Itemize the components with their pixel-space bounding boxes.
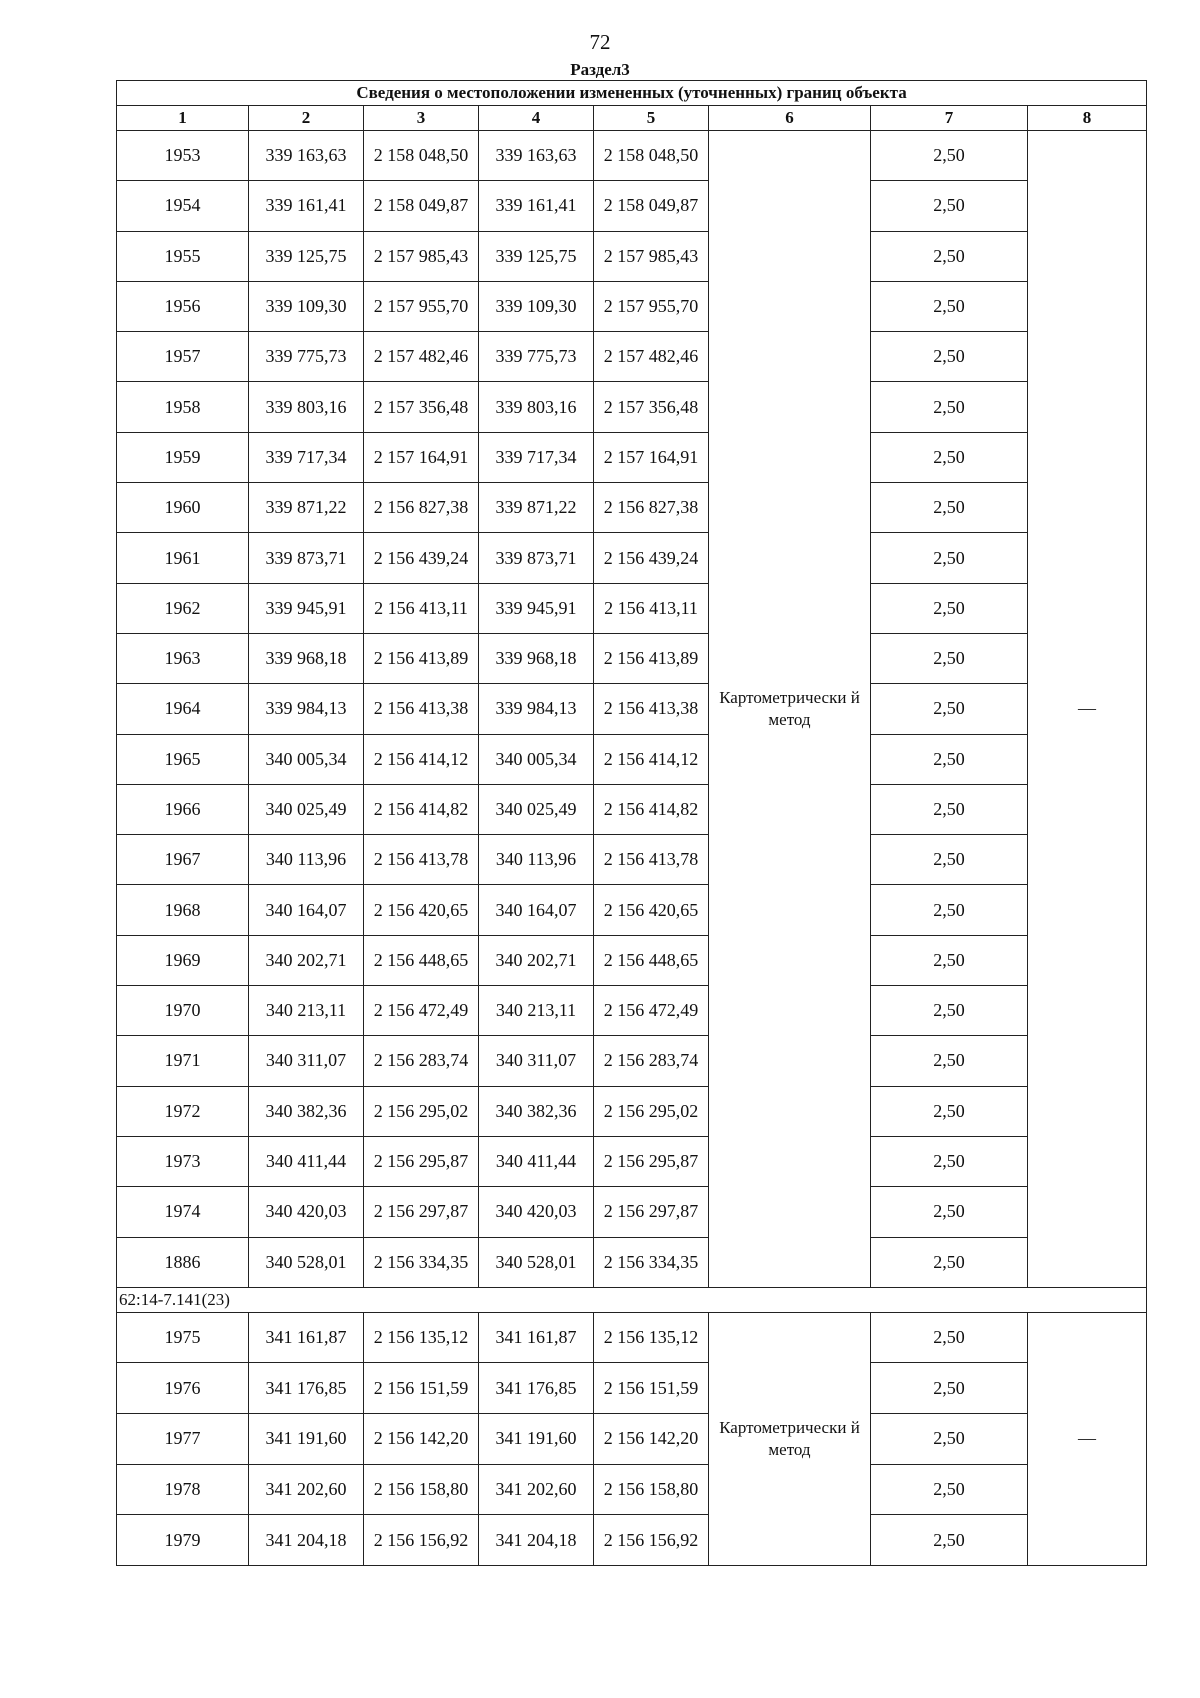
table-row <box>117 483 1147 533</box>
y-coordinate-cell: 2 156 448,65 <box>594 935 709 985</box>
accuracy-cell: 2,50 <box>871 684 1028 734</box>
y-coordinate-cell: 2 156 827,38 <box>594 483 709 533</box>
y-coordinate-cell: 2 156 413,38 <box>364 684 479 734</box>
column-header: 3 <box>364 106 479 131</box>
y-coordinate-cell: 2 156 413,89 <box>594 633 709 683</box>
table-row <box>117 332 1147 382</box>
point-number-cell: 1975 <box>117 1312 249 1363</box>
x-coordinate-cell: 340 005,34 <box>479 734 594 784</box>
y-coordinate-cell: 2 156 414,82 <box>594 784 709 834</box>
column-header: 1 <box>117 106 249 131</box>
x-coordinate-cell: 340 420,03 <box>479 1187 594 1237</box>
y-coordinate-cell: 2 157 356,48 <box>364 382 479 432</box>
accuracy-cell: 2,50 <box>871 1464 1028 1515</box>
x-coordinate-cell: 341 191,60 <box>479 1414 594 1465</box>
y-coordinate-cell: 2 156 156,92 <box>594 1515 709 1566</box>
table-row <box>117 1036 1147 1086</box>
y-coordinate-cell: 2 156 414,12 <box>594 734 709 784</box>
x-coordinate-cell: 341 202,60 <box>249 1464 364 1515</box>
accuracy-cell: 2,50 <box>871 1136 1028 1186</box>
x-coordinate-cell: 340 411,44 <box>479 1136 594 1186</box>
accuracy-cell: 2,50 <box>871 885 1028 935</box>
x-coordinate-cell: 339 945,91 <box>479 583 594 633</box>
table-row <box>117 734 1147 784</box>
column-header: 2 <box>249 106 364 131</box>
y-coordinate-cell: 2 156 420,65 <box>594 885 709 935</box>
accuracy-cell: 2,50 <box>871 1036 1028 1086</box>
point-number-cell: 1963 <box>117 633 249 683</box>
page-number: 72 <box>589 30 611 54</box>
x-coordinate-cell: 340 420,03 <box>249 1187 364 1237</box>
accuracy-cell: 2,50 <box>871 1363 1028 1414</box>
accuracy-cell: 2,50 <box>871 835 1028 885</box>
y-coordinate-cell: 2 156 295,87 <box>364 1136 479 1186</box>
accuracy-cell: 2,50 <box>871 986 1028 1036</box>
x-coordinate-cell: 340 025,49 <box>479 784 594 834</box>
accuracy-cell: 2,50 <box>871 1187 1028 1237</box>
table-row <box>117 583 1147 633</box>
x-coordinate-cell: 341 204,18 <box>479 1515 594 1566</box>
table-row <box>117 1414 1147 1465</box>
column-header: 7 <box>871 106 1028 131</box>
x-coordinate-cell: 340 311,07 <box>479 1036 594 1086</box>
accuracy-cell: 2,50 <box>871 1515 1028 1566</box>
method-cell: Картометрически й метод <box>709 131 871 1288</box>
point-number-cell: 1972 <box>117 1086 249 1136</box>
y-coordinate-cell: 2 156 295,02 <box>594 1086 709 1136</box>
table-row <box>117 231 1147 281</box>
y-coordinate-cell: 2 156 135,12 <box>364 1312 479 1363</box>
point-number-cell: 1973 <box>117 1136 249 1186</box>
method-cell: Картометрически й метод <box>709 1312 871 1565</box>
x-coordinate-cell: 339 161,41 <box>479 181 594 231</box>
y-coordinate-cell: 2 156 420,65 <box>364 885 479 935</box>
x-coordinate-cell: 340 113,96 <box>479 835 594 885</box>
x-coordinate-cell: 340 164,07 <box>249 885 364 935</box>
accuracy-cell: 2,50 <box>871 533 1028 583</box>
y-coordinate-cell: 2 156 439,24 <box>364 533 479 583</box>
table-row <box>117 1237 1147 1287</box>
table-row <box>117 633 1147 683</box>
y-coordinate-cell: 2 156 156,92 <box>364 1515 479 1566</box>
point-number-cell: 1974 <box>117 1187 249 1237</box>
accuracy-cell: 2,50 <box>871 131 1028 181</box>
accuracy-cell: 2,50 <box>871 432 1028 482</box>
column-header: 6 <box>709 106 871 131</box>
table-row <box>117 935 1147 985</box>
point-number-cell: 1954 <box>117 181 249 231</box>
point-number-cell: 1966 <box>117 784 249 834</box>
column-header: 8 <box>1028 106 1147 131</box>
x-coordinate-cell: 339 984,13 <box>479 684 594 734</box>
accuracy-cell: 2,50 <box>871 483 1028 533</box>
table-row <box>117 986 1147 1036</box>
y-coordinate-cell: 2 156 283,74 <box>594 1036 709 1086</box>
point-number-cell: 1967 <box>117 835 249 885</box>
y-coordinate-cell: 2 157 985,43 <box>594 231 709 281</box>
table-row <box>117 1464 1147 1515</box>
accuracy-cell: 2,50 <box>871 1086 1028 1136</box>
table-row <box>117 1187 1147 1237</box>
table-caption: Сведения о местоположении измененных (уточненных) границ объекта <box>117 81 1147 106</box>
y-coordinate-cell: 2 157 955,70 <box>364 281 479 331</box>
y-coordinate-cell: 2 157 356,48 <box>594 382 709 432</box>
x-coordinate-cell: 339 873,71 <box>249 533 364 583</box>
point-number-cell: 1977 <box>117 1414 249 1465</box>
y-coordinate-cell: 2 156 151,59 <box>364 1363 479 1414</box>
table-row <box>117 382 1147 432</box>
section-title: Раздел3 <box>570 60 630 79</box>
table-group-label-section <box>117 1287 1147 1312</box>
y-coordinate-cell: 2 156 142,20 <box>364 1414 479 1465</box>
point-number-cell: 1961 <box>117 533 249 583</box>
table-body-group-2 <box>117 1312 1147 1565</box>
x-coordinate-cell: 339 945,91 <box>249 583 364 633</box>
y-coordinate-cell: 2 156 413,89 <box>364 633 479 683</box>
accuracy-cell: 2,50 <box>871 1237 1028 1287</box>
x-coordinate-cell: 339 968,18 <box>249 633 364 683</box>
table-row <box>117 1136 1147 1186</box>
y-coordinate-cell: 2 158 048,50 <box>594 131 709 181</box>
y-coordinate-cell: 2 156 297,87 <box>364 1187 479 1237</box>
point-number-cell: 1957 <box>117 332 249 382</box>
x-coordinate-cell: 340 411,44 <box>249 1136 364 1186</box>
y-coordinate-cell: 2 156 158,80 <box>594 1464 709 1515</box>
x-coordinate-cell: 341 191,60 <box>249 1414 364 1465</box>
x-coordinate-cell: 341 176,85 <box>249 1363 364 1414</box>
y-coordinate-cell: 2 156 413,78 <box>364 835 479 885</box>
accuracy-cell: 2,50 <box>871 1312 1028 1363</box>
accuracy-cell: 2,50 <box>871 332 1028 382</box>
x-coordinate-cell: 341 176,85 <box>479 1363 594 1414</box>
table-row <box>117 1515 1147 1566</box>
y-coordinate-cell: 2 156 448,65 <box>364 935 479 985</box>
table-row <box>117 181 1147 231</box>
table-header-row <box>117 106 1147 131</box>
table-row <box>117 533 1147 583</box>
x-coordinate-cell: 339 717,34 <box>479 432 594 482</box>
column-header: 4 <box>479 106 594 131</box>
y-coordinate-cell: 2 156 414,82 <box>364 784 479 834</box>
y-coordinate-cell: 2 156 413,38 <box>594 684 709 734</box>
x-coordinate-cell: 340 213,11 <box>479 986 594 1036</box>
y-coordinate-cell: 2 156 334,35 <box>594 1237 709 1287</box>
x-coordinate-cell: 339 125,75 <box>249 231 364 281</box>
x-coordinate-cell: 339 803,16 <box>479 382 594 432</box>
table-row <box>117 131 1147 181</box>
note-cell: — <box>1028 131 1147 1288</box>
y-coordinate-cell: 2 156 413,78 <box>594 835 709 885</box>
y-coordinate-cell: 2 156 334,35 <box>364 1237 479 1287</box>
x-coordinate-cell: 339 968,18 <box>479 633 594 683</box>
accuracy-cell: 2,50 <box>871 281 1028 331</box>
y-coordinate-cell: 2 158 049,87 <box>364 181 479 231</box>
accuracy-cell: 2,50 <box>871 633 1028 683</box>
x-coordinate-cell: 339 871,22 <box>249 483 364 533</box>
y-coordinate-cell: 2 156 413,11 <box>364 583 479 633</box>
point-number-cell: 1979 <box>117 1515 249 1566</box>
table-row <box>117 684 1147 734</box>
x-coordinate-cell: 341 161,87 <box>479 1312 594 1363</box>
y-coordinate-cell: 2 156 158,80 <box>364 1464 479 1515</box>
accuracy-cell: 2,50 <box>871 1414 1028 1465</box>
y-coordinate-cell: 2 156 439,24 <box>594 533 709 583</box>
y-coordinate-cell: 2 157 164,91 <box>364 432 479 482</box>
y-coordinate-cell: 2 158 048,50 <box>364 131 479 181</box>
y-coordinate-cell: 2 156 413,11 <box>594 583 709 633</box>
table-row <box>117 1312 1147 1363</box>
x-coordinate-cell: 339 803,16 <box>249 382 364 432</box>
point-number-cell: 1976 <box>117 1363 249 1414</box>
table-row <box>117 784 1147 834</box>
y-coordinate-cell: 2 157 482,46 <box>594 332 709 382</box>
y-coordinate-cell: 2 156 414,12 <box>364 734 479 784</box>
point-number-cell: 1960 <box>117 483 249 533</box>
accuracy-cell: 2,50 <box>871 583 1028 633</box>
point-number-cell: 1956 <box>117 281 249 331</box>
point-number-cell: 1978 <box>117 1464 249 1515</box>
x-coordinate-cell: 339 717,34 <box>249 432 364 482</box>
note-cell: — <box>1028 1312 1147 1565</box>
accuracy-cell: 2,50 <box>871 181 1028 231</box>
point-number-cell: 1958 <box>117 382 249 432</box>
y-coordinate-cell: 2 156 297,87 <box>594 1187 709 1237</box>
point-number-cell: 1964 <box>117 684 249 734</box>
cadastral-number-label: 62:14-7.141(23) <box>117 1287 1147 1312</box>
y-coordinate-cell: 2 156 472,49 <box>594 986 709 1036</box>
x-coordinate-cell: 340 005,34 <box>249 734 364 784</box>
point-number-cell: 1955 <box>117 231 249 281</box>
point-number-cell: 1959 <box>117 432 249 482</box>
x-coordinate-cell: 339 775,73 <box>479 332 594 382</box>
column-header: 5 <box>594 106 709 131</box>
x-coordinate-cell: 339 163,63 <box>249 131 364 181</box>
point-number-cell: 1969 <box>117 935 249 985</box>
x-coordinate-cell: 339 125,75 <box>479 231 594 281</box>
x-coordinate-cell: 340 382,36 <box>479 1086 594 1136</box>
x-coordinate-cell: 339 871,22 <box>479 483 594 533</box>
y-coordinate-cell: 2 156 472,49 <box>364 986 479 1036</box>
x-coordinate-cell: 340 311,07 <box>249 1036 364 1086</box>
point-number-cell: 1971 <box>117 1036 249 1086</box>
x-coordinate-cell: 339 161,41 <box>249 181 364 231</box>
x-coordinate-cell: 339 163,63 <box>479 131 594 181</box>
x-coordinate-cell: 339 984,13 <box>249 684 364 734</box>
y-coordinate-cell: 2 156 151,59 <box>594 1363 709 1414</box>
x-coordinate-cell: 339 109,30 <box>479 281 594 331</box>
point-number-cell: 1953 <box>117 131 249 181</box>
x-coordinate-cell: 341 204,18 <box>249 1515 364 1566</box>
y-coordinate-cell: 2 156 827,38 <box>364 483 479 533</box>
y-coordinate-cell: 2 156 295,02 <box>364 1086 479 1136</box>
coordinates-table <box>116 80 1147 1566</box>
table-row <box>117 1086 1147 1136</box>
x-coordinate-cell: 341 161,87 <box>249 1312 364 1363</box>
x-coordinate-cell: 340 025,49 <box>249 784 364 834</box>
table-body-group-1 <box>117 131 1147 1288</box>
x-coordinate-cell: 340 202,71 <box>249 935 364 985</box>
y-coordinate-cell: 2 156 142,20 <box>594 1414 709 1465</box>
x-coordinate-cell: 339 873,71 <box>479 533 594 583</box>
x-coordinate-cell: 340 113,96 <box>249 835 364 885</box>
y-coordinate-cell: 2 157 482,46 <box>364 332 479 382</box>
accuracy-cell: 2,50 <box>871 231 1028 281</box>
x-coordinate-cell: 340 382,36 <box>249 1086 364 1136</box>
accuracy-cell: 2,50 <box>871 382 1028 432</box>
x-coordinate-cell: 341 202,60 <box>479 1464 594 1515</box>
x-coordinate-cell: 339 775,73 <box>249 332 364 382</box>
x-coordinate-cell: 340 213,11 <box>249 986 364 1036</box>
table-row <box>117 432 1147 482</box>
y-coordinate-cell: 2 157 164,91 <box>594 432 709 482</box>
point-number-cell: 1886 <box>117 1237 249 1287</box>
y-coordinate-cell: 2 158 049,87 <box>594 181 709 231</box>
point-number-cell: 1965 <box>117 734 249 784</box>
y-coordinate-cell: 2 157 955,70 <box>594 281 709 331</box>
point-number-cell: 1962 <box>117 583 249 633</box>
table-row <box>117 281 1147 331</box>
point-number-cell: 1970 <box>117 986 249 1036</box>
accuracy-cell: 2,50 <box>871 734 1028 784</box>
y-coordinate-cell: 2 156 283,74 <box>364 1036 479 1086</box>
x-coordinate-cell: 340 528,01 <box>249 1237 364 1287</box>
accuracy-cell: 2,50 <box>871 784 1028 834</box>
table-row <box>117 1363 1147 1414</box>
table-row <box>117 835 1147 885</box>
group-label-row <box>117 1287 1147 1312</box>
point-number-cell: 1968 <box>117 885 249 935</box>
y-coordinate-cell: 2 157 985,43 <box>364 231 479 281</box>
x-coordinate-cell: 340 202,71 <box>479 935 594 985</box>
x-coordinate-cell: 339 109,30 <box>249 281 364 331</box>
y-coordinate-cell: 2 156 135,12 <box>594 1312 709 1363</box>
table-row <box>117 885 1147 935</box>
x-coordinate-cell: 340 528,01 <box>479 1237 594 1287</box>
accuracy-cell: 2,50 <box>871 935 1028 985</box>
x-coordinate-cell: 340 164,07 <box>479 885 594 935</box>
y-coordinate-cell: 2 156 295,87 <box>594 1136 709 1186</box>
